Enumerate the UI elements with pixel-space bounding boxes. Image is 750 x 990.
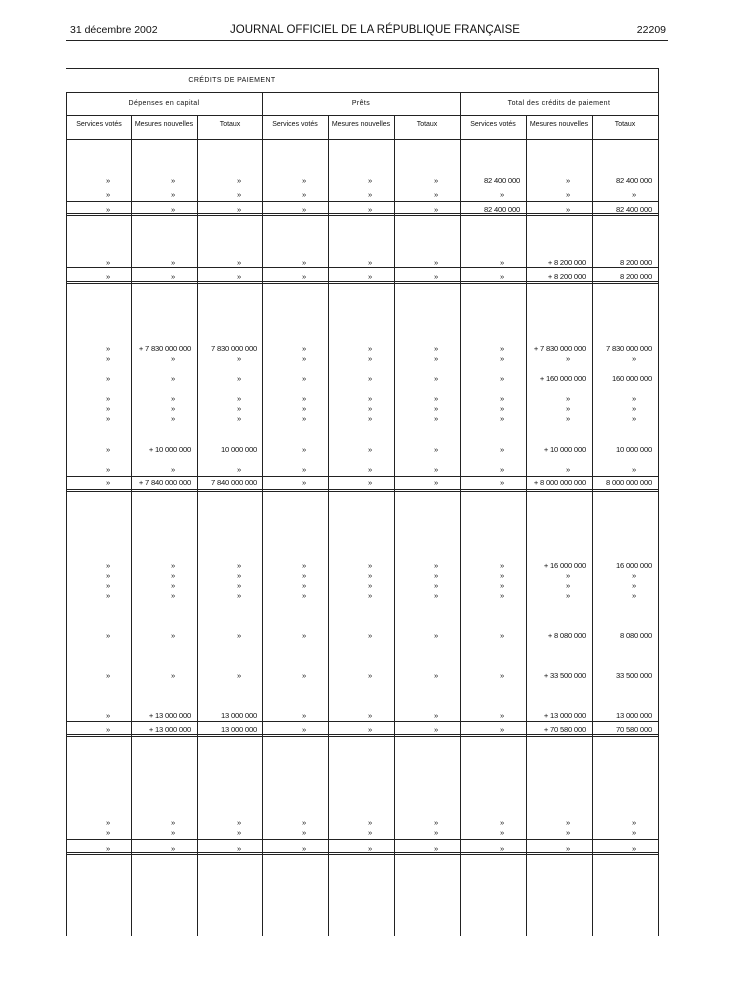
column-header-mesures-nouvelles: Mesures nouvelles [529,121,589,128]
table-cell-mesures-nouvelles: » [170,272,175,281]
table-cell-mesures-nouvelles: » [565,354,570,363]
table-cell-mesures-nouvelles: » [367,394,372,403]
table-cell-totaux: » [433,258,438,267]
table-cell-mesures-nouvelles: » [367,344,372,353]
table-cell-totaux: » [236,591,241,600]
table-cell-totaux: » [631,828,636,837]
table-cell-mesures-nouvelles: + 16 000 000 [543,561,586,570]
table-cell-mesures-nouvelles: » [170,465,175,474]
table-cell-services-votes: » [105,561,110,570]
table-cell-totaux: » [433,478,438,487]
table-cell-services-votes: » [499,394,504,403]
table-cell-services-votes: » [499,272,504,281]
table-cell-mesures-nouvelles: » [170,828,175,837]
table-cell-totaux: 7 830 000 000 [606,344,652,353]
table-cell-services-votes: » [105,844,110,853]
column-rule [460,92,461,936]
table-cell-totaux: » [631,354,636,363]
column-rule [592,115,593,936]
table-cell-totaux: » [433,272,438,281]
group-header: Dépenses en capital [128,100,200,107]
table-cell-mesures-nouvelles: » [565,465,570,474]
table-cell-totaux: » [631,581,636,590]
table-cell-totaux: 13 000 000 [220,725,257,734]
table-cell-totaux: » [433,844,438,853]
table-cell-totaux: » [433,671,438,680]
table-cell-services-votes: » [499,818,504,827]
table-cell-totaux: 7 830 000 000 [211,344,257,353]
table-cell-services-votes: » [499,711,504,720]
table-cell-mesures-nouvelles: + 160 000 000 [539,374,586,383]
table-cell-services-votes: » [499,374,504,383]
table-cell-mesures-nouvelles: » [367,354,372,363]
column-header-services-votes: Services votés [76,121,122,128]
table-cell-totaux: » [236,205,241,214]
table-cell-totaux: » [631,394,636,403]
table-cell-mesures-nouvelles: » [367,725,372,734]
table-cell-services-votes: » [105,205,110,214]
table-cell-services-votes: » [499,725,504,734]
table-cell-totaux: 13 000 000 [220,711,257,720]
table-cell-services-votes: » [499,571,504,580]
section-end-rule [66,489,658,492]
table-cell-services-votes: » [105,581,110,590]
table-cell-services-votes: » [301,591,306,600]
table-cell-services-votes: » [301,671,306,680]
table-cell-mesures-nouvelles: + 7 830 000 000 [138,344,191,353]
table-cell-services-votes: » [499,591,504,600]
table-cell-mesures-nouvelles: » [367,571,372,580]
table-cell-totaux: » [236,844,241,853]
table-cell-totaux: » [631,844,636,853]
table-cell-services-votes: » [105,671,110,680]
table-cell-services-votes: » [105,176,110,185]
table-cell-services-votes: » [105,258,110,267]
table-cell-services-votes: » [105,404,110,413]
table-cell-mesures-nouvelles: » [367,176,372,185]
section-title: CRÉDITS DE PAIEMENT [188,77,276,84]
group-header: Prêts [351,100,371,107]
table-cell-services-votes: » [105,414,110,423]
table-cell-totaux: » [433,414,438,423]
table-cell-mesures-nouvelles: » [170,404,175,413]
table-cell-mesures-nouvelles: » [170,818,175,827]
table-cell-services-votes: » [105,828,110,837]
subtotal-rule [66,201,658,202]
table-cell-services-votes: » [105,818,110,827]
table-cell-services-votes: » [105,725,110,734]
table-cell-services-votes: » [499,258,504,267]
table-cell-mesures-nouvelles: + 8 080 000 [547,631,586,640]
table-cell-services-votes: » [499,478,504,487]
column-header-bottom-rule [66,139,658,140]
table-cell-totaux: 10 000 000 [220,445,257,454]
table-cell-totaux: » [433,711,438,720]
table-cell-mesures-nouvelles: » [170,561,175,570]
table-cell-totaux: » [433,176,438,185]
table-cell-totaux: » [236,818,241,827]
table-cell-mesures-nouvelles: » [170,205,175,214]
table-cell-totaux: » [433,571,438,580]
table-cell-services-votes: » [499,561,504,570]
table-cell-services-votes: » [499,414,504,423]
table-cell-totaux: » [433,581,438,590]
table-cell-services-votes: » [301,404,306,413]
table-cell-totaux: » [433,725,438,734]
table-cell-services-votes: » [105,445,110,454]
table-cell-services-votes: » [499,344,504,353]
table-cell-mesures-nouvelles: » [170,571,175,580]
group-header: Total des crédits de paiement [507,100,611,107]
table-cell-services-votes: » [105,354,110,363]
table-cell-mesures-nouvelles: » [565,591,570,600]
table-cell-services-votes: » [105,711,110,720]
table-cell-mesures-nouvelles: + 8 000 000 000 [533,478,586,487]
table-cell-mesures-nouvelles: » [367,478,372,487]
table-cell-mesures-nouvelles: + 33 500 000 [543,671,586,680]
column-rule [131,115,132,936]
table-cell-mesures-nouvelles: » [565,404,570,413]
table-cell-services-votes: » [499,445,504,454]
table-cell-services-votes: » [105,190,110,199]
table-cell-mesures-nouvelles: » [367,404,372,413]
table-cell-services-votes: » [301,465,306,474]
table-cell-totaux: » [236,465,241,474]
table-cell-mesures-nouvelles: » [170,394,175,403]
table-cell-totaux: » [631,591,636,600]
table-cell-mesures-nouvelles: » [367,828,372,837]
table-cell-services-votes: » [301,828,306,837]
table-cell-totaux: » [236,272,241,281]
table-cell-totaux: » [236,404,241,413]
table-cell-mesures-nouvelles: + 13 000 000 [148,725,191,734]
table-cell-services-votes: » [301,725,306,734]
table-cell-mesures-nouvelles: + 8 200 000 [547,258,586,267]
table-cell-totaux: » [433,828,438,837]
table-cell-totaux: » [631,414,636,423]
table-cell-totaux: » [433,374,438,383]
table-cell-totaux: » [631,465,636,474]
table-cell-services-votes: » [301,571,306,580]
table-cell-services-votes: » [499,844,504,853]
table-cell-mesures-nouvelles: » [367,414,372,423]
table-cell-services-votes: » [301,394,306,403]
table-cell-mesures-nouvelles: + 70 580 000 [543,725,586,734]
table-cell-services-votes: » [301,258,306,267]
table-cell-totaux: 8 200 000 [620,272,652,281]
table-cell-mesures-nouvelles: » [565,818,570,827]
table-cell-services-votes: » [301,561,306,570]
table-cell-services-votes: » [105,465,110,474]
table-cell-mesures-nouvelles: » [565,414,570,423]
column-rule [262,92,263,936]
table-cell-totaux: » [236,828,241,837]
table-cell-services-votes: » [499,465,504,474]
column-header-totaux: Totaux [219,121,241,128]
page-date: 31 décembre 2002 [70,24,158,36]
header-rule [66,40,668,41]
table-cell-services-votes: 82 400 000 [483,205,520,214]
table-cell-services-votes: » [301,711,306,720]
table-cell-totaux: » [433,404,438,413]
table-cell-services-votes: » [301,445,306,454]
table-cell-totaux: 82 400 000 [615,176,652,185]
table-cell-totaux: 10 000 000 [615,445,652,454]
table-cell-totaux: » [433,818,438,827]
table-cell-services-votes: » [301,190,306,199]
table-cell-totaux: » [236,581,241,590]
table-cell-mesures-nouvelles: » [170,176,175,185]
table-cell-mesures-nouvelles: » [367,205,372,214]
table-cell-mesures-nouvelles: » [367,374,372,383]
table-cell-mesures-nouvelles: » [367,190,372,199]
table-cell-mesures-nouvelles: » [367,561,372,570]
column-header-services-votes: Services votés [272,121,318,128]
table-cell-mesures-nouvelles: » [565,190,570,199]
column-header-rule [66,115,658,116]
table-cell-services-votes: » [105,272,110,281]
subtotal-rule [66,839,658,840]
column-rule [394,115,395,936]
table-cell-mesures-nouvelles: » [565,571,570,580]
table-cell-totaux: » [631,571,636,580]
column-rule [197,115,198,936]
table-cell-totaux: » [236,176,241,185]
table-cell-totaux: » [433,344,438,353]
table-cell-services-votes: » [301,354,306,363]
table-cell-totaux: » [236,631,241,640]
table-cell-services-votes: » [301,478,306,487]
table-cell-totaux: 33 500 000 [615,671,652,680]
column-rule [66,92,67,936]
table-cell-totaux: 16 000 000 [615,561,652,570]
table-cell-mesures-nouvelles: + 10 000 000 [148,445,191,454]
column-header-mesures-nouvelles: Mesures nouvelles [331,121,391,128]
table-cell-mesures-nouvelles: » [170,374,175,383]
table-cell-mesures-nouvelles: » [367,818,372,827]
table-top-rule [66,68,658,69]
table-cell-services-votes: » [105,344,110,353]
table-cell-services-votes: 82 400 000 [483,176,520,185]
table-cell-services-votes: » [105,571,110,580]
table-cell-mesures-nouvelles: » [170,631,175,640]
table-cell-totaux: » [631,404,636,413]
table-cell-totaux: 160 000 000 [611,374,652,383]
table-cell-mesures-nouvelles: » [367,445,372,454]
table-cell-services-votes: » [499,190,504,199]
table-cell-mesures-nouvelles: » [367,671,372,680]
table-cell-mesures-nouvelles: » [170,354,175,363]
table-cell-mesures-nouvelles: » [170,190,175,199]
table-cell-totaux: » [236,394,241,403]
table-cell-services-votes: » [301,272,306,281]
column-header-totaux: Totaux [614,121,636,128]
table-cell-services-votes: » [105,394,110,403]
table-cell-mesures-nouvelles: » [367,581,372,590]
table-cell-totaux: 8 000 000 000 [606,478,652,487]
column-rule [526,115,527,936]
table-cell-totaux: » [236,374,241,383]
column-header-totaux: Totaux [416,121,438,128]
group-header-rule [66,92,658,93]
table-cell-mesures-nouvelles: + 7 840 000 000 [138,478,191,487]
table-cell-mesures-nouvelles: + 10 000 000 [543,445,586,454]
column-header-mesures-nouvelles: Mesures nouvelles [134,121,194,128]
table-cell-services-votes: » [301,818,306,827]
table-cell-services-votes: » [499,671,504,680]
table-cell-mesures-nouvelles: » [170,844,175,853]
journal-title: JOURNAL OFFICIEL DE LA RÉPUBLIQUE FRANÇAISE [230,24,520,36]
table-cell-mesures-nouvelles: » [367,631,372,640]
table-cell-mesures-nouvelles: + 8 200 000 [547,272,586,281]
table-cell-totaux: » [433,190,438,199]
table-cell-totaux: » [236,354,241,363]
table-cell-mesures-nouvelles: » [170,591,175,600]
table-cell-mesures-nouvelles: » [565,581,570,590]
table-cell-mesures-nouvelles: + 13 000 000 [543,711,586,720]
table-cell-services-votes: » [301,374,306,383]
table-cell-totaux: » [236,571,241,580]
table-cell-mesures-nouvelles: » [367,591,372,600]
table-cell-totaux: 70 580 000 [615,725,652,734]
column-rule [328,115,329,936]
table-cell-services-votes: » [499,828,504,837]
table-cell-mesures-nouvelles: + 7 830 000 000 [533,344,586,353]
table-cell-services-votes: » [105,374,110,383]
table-cell-mesures-nouvelles: » [565,844,570,853]
column-rule [658,68,659,936]
table-cell-mesures-nouvelles: » [367,258,372,267]
table-cell-services-votes: » [301,844,306,853]
table-cell-services-votes: » [301,631,306,640]
table-cell-mesures-nouvelles: » [367,844,372,853]
table-cell-services-votes: » [105,591,110,600]
table-cell-mesures-nouvelles: » [565,205,570,214]
subtotal-rule [66,721,658,722]
table-cell-totaux: » [236,414,241,423]
table-cell-totaux: 82 400 000 [615,205,652,214]
table-cell-mesures-nouvelles: + 13 000 000 [148,711,191,720]
table-cell-services-votes: » [301,176,306,185]
table-cell-services-votes: » [499,404,504,413]
table-cell-totaux: 8 200 000 [620,258,652,267]
table-cell-services-votes: » [499,581,504,590]
table-cell-totaux: » [433,631,438,640]
table-cell-mesures-nouvelles: » [170,581,175,590]
column-header-services-votes: Services votés [470,121,516,128]
table-cell-totaux: » [631,818,636,827]
table-cell-totaux: » [433,591,438,600]
table-cell-services-votes: » [301,414,306,423]
table-cell-totaux: » [433,205,438,214]
table-cell-totaux: » [236,258,241,267]
table-cell-services-votes: » [301,344,306,353]
table-cell-totaux: » [236,671,241,680]
table-cell-totaux: 8 080 000 [620,631,652,640]
table-cell-totaux: » [433,465,438,474]
table-cell-mesures-nouvelles: » [367,711,372,720]
table-cell-mesures-nouvelles: » [367,272,372,281]
table-cell-mesures-nouvelles: » [170,258,175,267]
table-cell-totaux: » [433,354,438,363]
table-cell-services-votes: » [105,631,110,640]
table-cell-mesures-nouvelles: » [367,465,372,474]
table-cell-services-votes: » [499,354,504,363]
table-cell-services-votes: » [105,478,110,487]
table-cell-services-votes: » [301,581,306,590]
table-cell-totaux: » [433,394,438,403]
table-cell-totaux: 7 840 000 000 [211,478,257,487]
table-cell-mesures-nouvelles: » [170,414,175,423]
table-cell-mesures-nouvelles: » [565,828,570,837]
table-cell-mesures-nouvelles: » [565,176,570,185]
table-cell-totaux: » [433,561,438,570]
table-cell-totaux: 13 000 000 [615,711,652,720]
table-cell-totaux: » [433,445,438,454]
table-cell-totaux: » [631,190,636,199]
table-cell-services-votes: » [301,205,306,214]
table-cell-totaux: » [236,561,241,570]
table-cell-totaux: » [236,190,241,199]
subtotal-rule [66,476,658,477]
table-cell-services-votes: » [499,631,504,640]
table-cell-mesures-nouvelles: » [170,671,175,680]
table-cell-mesures-nouvelles: » [565,394,570,403]
page-number: 22209 [636,24,666,36]
